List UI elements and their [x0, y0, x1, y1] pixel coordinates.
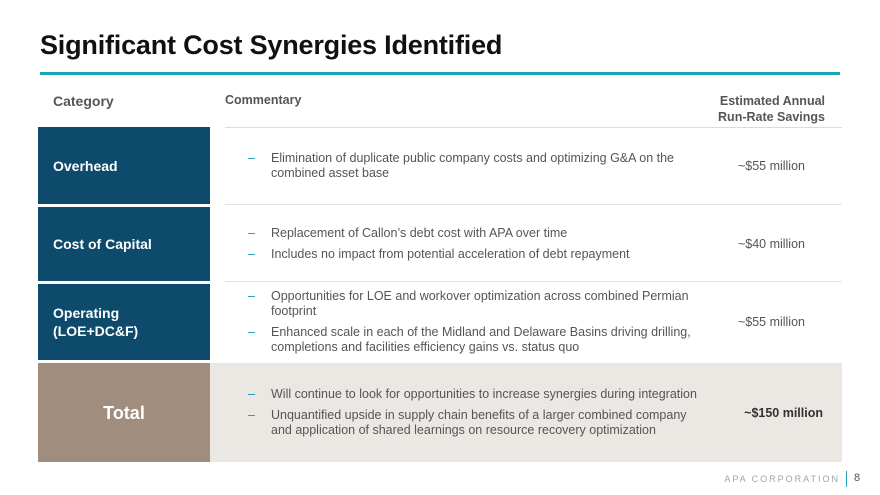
category-cell — [38, 207, 210, 281]
commentary-cell — [248, 127, 698, 204]
header-savings-line1: Estimated Annual — [719, 94, 825, 108]
row-divider — [225, 281, 842, 282]
commentary-bullet — [248, 289, 698, 319]
bullet-dash: – — [248, 387, 255, 401]
table-row-operating — [38, 284, 842, 360]
category-label: Cost of Capital — [53, 236, 152, 252]
savings-value: ~$55 million — [737, 315, 805, 329]
savings-value: ~$40 million — [737, 237, 805, 251]
category-label: Overhead — [53, 157, 118, 174]
commentary-bullet — [248, 247, 698, 262]
commentary-cell — [248, 284, 698, 360]
category-label-sub: (LOE+DC&F) — [53, 323, 139, 339]
header-savings-line2: Run-Rate Savings — [718, 110, 825, 124]
footer-brand: APA CORPORATION — [724, 474, 840, 484]
category-cell — [38, 284, 210, 360]
bullet-dash: – — [248, 150, 255, 165]
slide-title: Significant Cost Synergies Identified — [40, 30, 503, 60]
bullet-dash: – — [248, 289, 255, 303]
bullet-text: Replacement of Callon’s debt cost with APA over time — [271, 226, 568, 240]
header-savings — [718, 93, 825, 125]
commentary-cell — [248, 363, 698, 462]
bullet-text: Elimination of duplicate public company costs and optimizing G&A on the combined asset base — [271, 150, 675, 180]
commentary-bullet — [248, 387, 698, 402]
bullet-dash: – — [248, 247, 255, 261]
title-underline — [40, 72, 840, 75]
commentary-bullet — [248, 325, 698, 355]
commentary-bullet — [248, 151, 698, 181]
header-category: Category — [53, 93, 114, 109]
row-divider — [225, 204, 842, 205]
commentary-bullet — [248, 226, 698, 241]
bullet-text: Includes no impact from potential acceleration of debt repayment — [271, 247, 630, 261]
table-row-cost-of-capital — [38, 207, 842, 281]
bullet-dash: – — [248, 408, 255, 422]
bullet-text: Enhanced scale in each of the Midland and Delaware Basins driving drilling, completions and facilities efficiency gains vs. status quo — [271, 325, 691, 354]
total-savings-value: ~$150 million — [744, 405, 823, 420]
header-commentary: Commentary — [225, 93, 302, 107]
category-cell — [38, 127, 210, 204]
total-label: Total — [103, 402, 145, 423]
commentary-bullet — [248, 408, 698, 438]
commentary-cell — [248, 207, 698, 281]
total-label-cell — [38, 363, 210, 462]
footer-divider — [846, 471, 847, 487]
bullet-text: Unquantified upside in supply chain benefits of a larger combined company and application of shared learnings on resource recovery optimization — [271, 408, 687, 437]
page-number: 8 — [854, 472, 861, 484]
savings-value: ~$55 million — [737, 158, 805, 173]
category-label: Operating — [53, 305, 120, 321]
table-row-overhead — [38, 127, 842, 204]
bullet-text: Opportunities for LOE and workover optimization across combined Permian footprint — [271, 289, 689, 318]
bullet-text: Will continue to look for opportunities to increase synergies during integration — [271, 387, 697, 401]
bullet-dash: – — [248, 226, 255, 240]
table-row-total — [38, 363, 842, 462]
bullet-dash: – — [248, 325, 255, 339]
